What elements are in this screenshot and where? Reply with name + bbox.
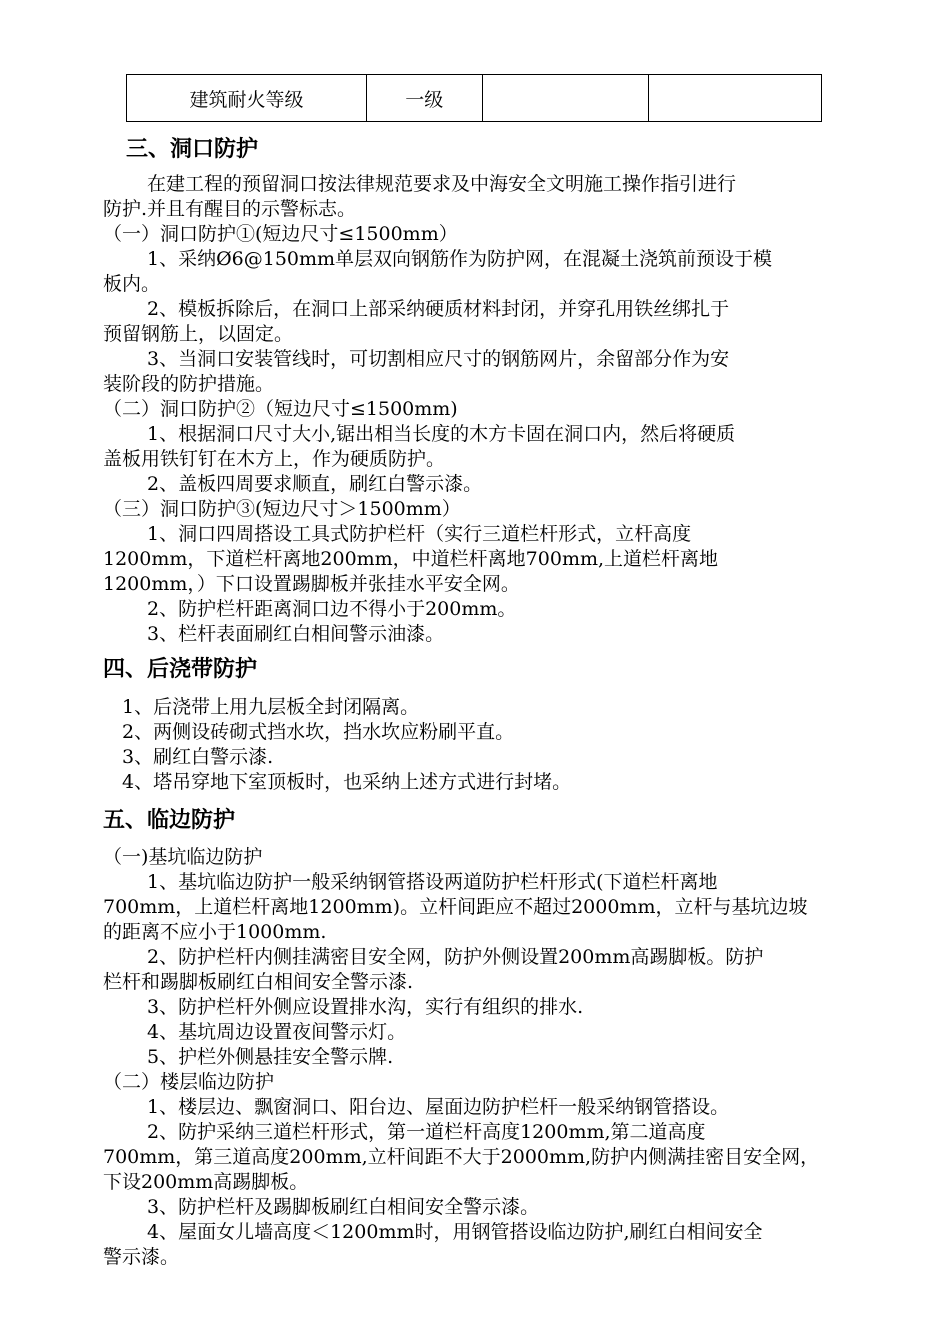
table-cell-value: 一级 xyxy=(366,75,482,122)
paragraph-line: 3、当洞口安装管线时，可切割相应尺寸的钢筋网片，余留部分作为安 xyxy=(147,348,730,370)
section-heading: 四、后浇带防护 xyxy=(103,657,258,682)
subsection-title: （三）洞口防护③(短边尺寸＞1500mm） xyxy=(103,498,461,520)
paragraph-line: 3、防护栏杆及踢脚板刷红白相间安全警示漆。 xyxy=(147,1196,540,1218)
paragraph-line: 警示漆。 xyxy=(103,1246,180,1268)
paragraph-line: 预留钢筋上，以固定。 xyxy=(103,323,294,345)
table-row xyxy=(127,75,822,122)
list-item: 1、后浇带上用九层板全封闭隔离。 xyxy=(122,696,420,718)
subsection-title: （一)基坑临边防护 xyxy=(103,846,263,868)
paragraph-line: 2、防护栏杆内侧挂满密目安全网，防护外侧设置200mm高踢脚板。防护 xyxy=(147,946,764,968)
paragraph-line: 1200mm，下道栏杆离地200mm，中道栏杆离地700mm,上道栏杆离地 xyxy=(103,548,719,570)
paragraph-line: 3、防护栏杆外侧应设置排水沟，实行有组织的排水. xyxy=(147,996,584,1018)
paragraph-line: 2、防护栏杆距离洞口边不得小于200mm。 xyxy=(147,598,517,620)
subsection-title: （二）楼层临边防护 xyxy=(103,1071,275,1093)
paragraph-line: 4、基坑周边设置夜间警示灯。 xyxy=(147,1021,407,1043)
paragraph-line: 4、屋面女儿墙高度＜1200mm时，用钢管搭设临边防护,刷红白相间安全 xyxy=(147,1221,763,1243)
paragraph-line: 1、楼层边、飘窗洞口、阳台边、屋面边防护栏杆一般采纳钢管搭设。 xyxy=(147,1096,730,1118)
paragraph-line: 2、防护采纳三道栏杆形式，第一道栏杆高度1200mm,第二道高度 xyxy=(147,1121,706,1143)
paragraph-line: 5、护栏外侧悬挂安全警示牌. xyxy=(147,1046,394,1068)
paragraph-line: 1、基坑临边防护一般采纳钢管搭设两道防护栏杆形式(下道栏杆离地 xyxy=(147,871,718,893)
paragraph-line: 1、洞口四周搭设工具式防护栏杆（实行三道栏杆形式，立杆高度 xyxy=(147,523,692,545)
paragraph-line: 700mm，上道栏杆离地1200mm)。立杆间距应不超过2000mm，立杆与基坑边坡 xyxy=(103,896,808,918)
paragraph-line: 防护.并且有醒目的示警标志。 xyxy=(103,198,357,220)
paragraph-line: 2、模板拆除后，在洞口上部采纳硬质材料封闭，并穿孔用铁丝绑扎于 xyxy=(147,298,730,320)
list-item: 2、两侧设砖砌式挡水坎，挡水坎应粉刷平直。 xyxy=(122,721,515,743)
fire-rating-table xyxy=(126,74,822,122)
section-heading: 三、洞口防护 xyxy=(126,137,259,162)
paragraph-line: 装阶段的防护措施。 xyxy=(103,373,275,395)
paragraph-line: 板内。 xyxy=(103,273,161,295)
section-heading: 五、临边防护 xyxy=(103,808,236,833)
paragraph-line: 1、根据洞口尺寸大小,锯出相当长度的木方卡固在洞口内，然后将硬质 xyxy=(147,423,736,445)
subsection-title: （一）洞口防护①(短边尺寸≤1500mm） xyxy=(103,223,458,245)
paragraph-line: 1200mm，）下口设置踢脚板并张挂水平安全网。 xyxy=(103,573,520,595)
table-cell-empty xyxy=(482,75,648,122)
paragraph-line: 栏杆和踢脚板刷红白相间安全警示漆. xyxy=(103,971,414,993)
paragraph-line: 2、盖板四周要求顺直，刷红白警示漆。 xyxy=(147,473,483,495)
paragraph-line: 盖板用铁钉钉在木方上，作为硬质防护。 xyxy=(103,448,446,470)
paragraph-line: 1、采纳Ø6@150mm单层双向钢筋作为防护网，在混凝土浇筑前预设于模 xyxy=(147,248,773,270)
paragraph-line: 700mm，第三道高度200mm,立杆间距不大于2000mm,防护内侧满挂密目安全网， xyxy=(103,1146,820,1168)
list-item: 4、塔吊穿地下室顶板时，也采纳上述方式进行封堵。 xyxy=(122,771,572,793)
subsection-title: （二）洞口防护②（短边尺寸≤1500mm) xyxy=(103,398,458,420)
paragraph-line: 下设200mm高踢脚板。 xyxy=(103,1171,309,1193)
paragraph-line: 的距离不应小于1000mm. xyxy=(103,921,327,943)
paragraph-line: 在建工程的预留洞口按法律规范要求及中海安全文明施工操作指引进行 xyxy=(147,173,737,195)
list-item: 3、刷红白警示漆. xyxy=(122,746,274,768)
table-cell-empty xyxy=(648,75,821,122)
table-cell-label: 建筑耐火等级 xyxy=(127,75,367,122)
paragraph-line: 3、栏杆表面刷红白相间警示油漆。 xyxy=(147,623,445,645)
